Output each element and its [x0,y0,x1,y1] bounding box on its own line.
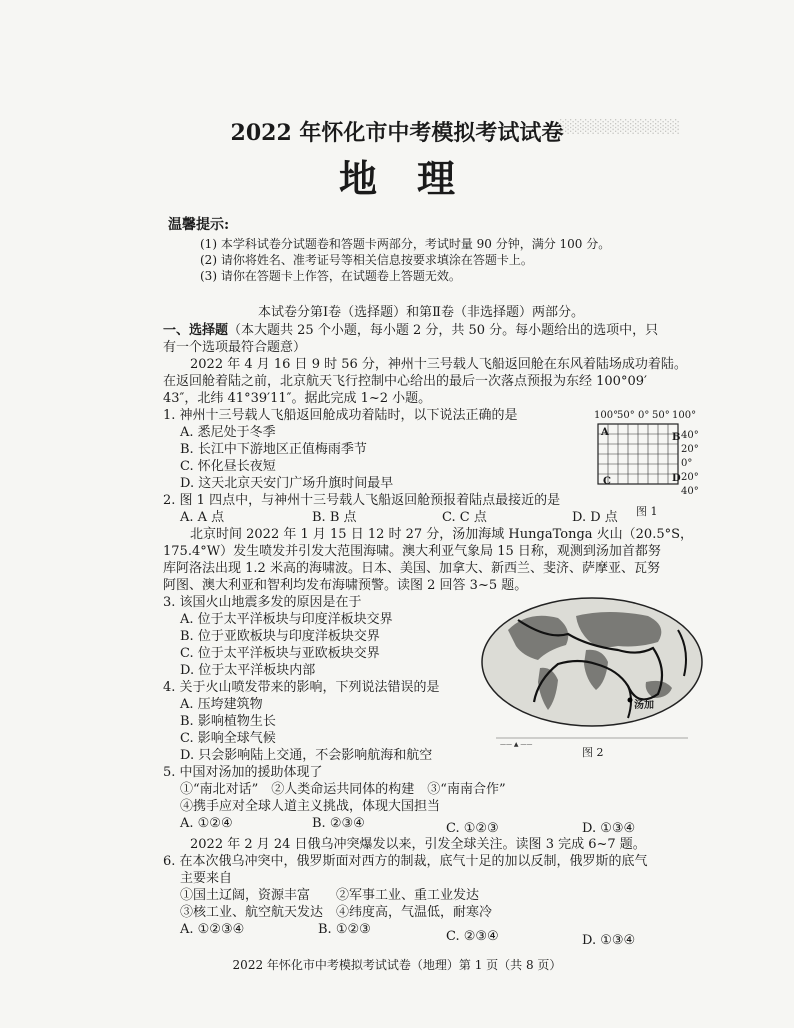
question-4-option: B. 影响植物生长 [180,714,276,729]
section-heading-line [163,322,658,339]
question-3-option: A. 位于太平洋板块与印度洋板块交界 [180,612,393,627]
question-6-option: A. ①②③④ [180,922,245,937]
section-desc: （本大题共 25 个小题，每小题 2 分，共 50 分。每小题给出的选项中，只 [228,323,659,338]
question-6-stem: 6. 在本次俄乌冲突中，俄罗斯面对西方的制裁，底气十足的加以反制，俄罗斯的底气 [163,854,648,869]
section-heading: 一、选择题 [163,323,229,338]
fig1-point-c: C [603,476,611,487]
fig1-point-b: B [672,432,681,443]
question-5-option: D. ①③④ [582,821,636,836]
question-6-option: D. ①③④ [582,933,636,948]
fig1-lon-label: 50° [617,410,635,421]
passage-line: 43″，北纬 41°39′11″。据此完成 1~2 小题。 [163,391,432,406]
question-5-choice-line: ④携手应对全球人道主义挑战，体现大国担当 [180,799,441,814]
fig1-lon-label: 50° [652,410,670,421]
fig1-lat-label: 40° [681,430,699,441]
fig1-lon-label: 100° [672,410,697,421]
paper-intro: 本试卷分第Ⅰ卷（选择题）和第Ⅱ卷（非选择题）两部分。 [258,305,584,320]
question-4-option: A. 压垮建筑物 [180,697,263,712]
question-5-stem: 5. 中国对汤加的援助体现了 [163,765,323,780]
subject-title: 地理 [338,156,495,201]
question-6-choice-line: ①国土辽阔，资源丰富 ②军事工业、重工业发达 [180,888,480,903]
question-4-stem: 4. 关于火山喷发带来的影响，下列说法错误的是 [163,680,440,695]
bleed-through-text: ░░░░░░░░░░░░ [560,120,680,135]
fig2-tonga-label: 汤加 [634,700,654,711]
question-5-choice-line: ①“南北对话” ②人类命运共同体的构建 ③“南南合作” [180,782,506,797]
question-4-option: C. 影响全球气候 [180,731,276,746]
tip-item: (2) 请你将姓名、准考证号等相关信息按要求填涂在答题卡上。 [200,253,533,267]
question-2-option: A. A 点 [180,510,225,525]
question-2-option: B. B 点 [312,510,357,525]
question-2-stem: 2. 图 1 四点中，与神州十三号载人飞船返回舱预报着陆点最接近的是 [163,493,561,508]
question-3-option: B. 位于亚欧板块与印度洋板块交界 [180,629,380,644]
svg-text:—— ▲ ——: —— ▲ —— [500,741,533,748]
fig1-lat-label: 40° [681,486,699,497]
question-1-option: A. 悉尼处于冬季 [180,425,276,440]
question-1-stem: 1. 神州十三号载人飞船返回舱成功着陆时，以下说法正确的是 [163,408,518,423]
question-3-stem: 3. 该国火山地震多发的原因是在于 [163,595,362,610]
question-1-option: D. 这天北京天安门广场升旗时间最早 [180,476,394,491]
fig1-lon-label: 100° [594,410,619,421]
fig1-lat-label: 0° [681,458,693,469]
passage-line: 2022 年 2 月 24 日俄乌冲突爆发以来，引发全球关注。读图 3 完成 6~7 题。 [190,837,646,852]
question-5-option: B. ②③④ [312,816,365,831]
question-6-option: B. ①②③ [318,922,371,937]
passage-line: 阿图、澳大利亚和智利均发布海啸预警。读图 2 回答 3~5 题。 [163,578,528,593]
fig1-point-d: D [672,473,681,484]
question-6-option: C. ②③④ [446,929,499,944]
tips-heading: 温馨提示: [168,217,230,233]
page-footer: 2022 年怀化市中考模拟考试试卷（地理）第 1 页（共 8 页） [232,958,562,972]
fig2-caption: 图 2 [582,746,604,759]
question-3-option: C. 位于太平洋板块与亚欧板块交界 [180,646,380,661]
passage-line: 库阿洛法出现 1.2 米高的海啸波。日本、美国、加拿大、新西兰、斐济、萨摩亚、瓦努 [163,561,660,576]
question-1-option: C. 怀化昼长夜短 [180,459,276,474]
fig1-lon-label: 0° [638,410,650,421]
passage-line: 2022 年 4 月 16 日 9 时 56 分，神州十三号载人飞船返回舱在东风着陆场成功着陆。 [190,357,687,372]
question-6-choice-line: ③核工业、航空航天发达 ④纬度高，气温低，耐寒冷 [180,905,493,920]
passage-line: 北京时间 2022 年 1 月 15 日 12 时 27 分，汤加海域 HungaTonga 火山（20.5°S， [190,527,694,542]
figure-2-world-map [478,590,706,750]
question-6-stem: 主要来自 [180,871,233,886]
question-5-option: C. ①②③ [446,821,499,836]
question-5-option: A. ①②④ [180,816,233,831]
passage-line: 在返回舱着陆之前，北京航天飞行控制中心给出的最后一次落点预报为东经 100°09′ [163,374,647,389]
exam-title: 2022 年怀化市中考模拟考试试卷 [230,120,564,146]
fig1-lat-label: 20° [681,444,699,455]
question-3-option: D. 位于太平洋板块内部 [180,663,316,678]
question-4-option: D. 只会影响陆上交通，不会影响航海和航空 [180,748,433,763]
tip-item: (3) 请你在答题卡上作答，在试题卷上答题无效。 [200,269,461,283]
fig1-lat-label: 20° [681,472,699,483]
fig1-point-a: A [601,427,609,438]
passage-line: 175.4°W）发生喷发并引发大范围海啸。澳大利亚气象局 15 日称，观测到汤加首都努 [163,544,661,559]
question-1-option: B. 长江中下游地区正值梅雨季节 [180,442,367,457]
question-2-option: D. D 点 [572,510,618,525]
tip-item: (1) 本学科试卷分试题卷和答题卡两部分，考试时量 90 分钟，满分 100 分。 [200,237,611,251]
question-2-option: C. C 点 [442,510,487,525]
section-desc: 有一个选项最符合题意） [163,340,307,355]
fig1-caption: 图 1 [636,505,658,518]
